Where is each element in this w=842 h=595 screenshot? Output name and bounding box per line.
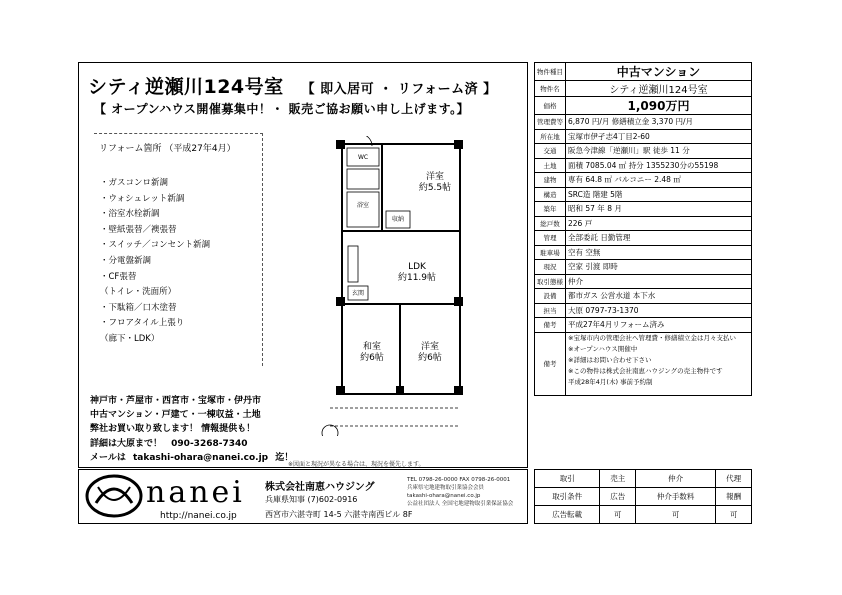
note-line: ※オープンハウス開催中: [568, 344, 638, 353]
table-row: 担当 大原 0797-73-1370: [535, 303, 752, 318]
table-row: 所在地 宝塚市伊孑志4丁目2-60: [535, 129, 752, 144]
reform-item: ・CF張替: [100, 271, 137, 282]
reform-item: ・下駄箱／口木塗替: [100, 302, 177, 313]
table-row: 設備 都市ガス 公営水道 本下水: [535, 289, 752, 304]
logo-text: nanei: [146, 475, 245, 510]
areas-line: 神戸市・芦屋市・西宮市・宝塚市・伊丹市: [90, 396, 262, 406]
note-line: 平成28年4月(木) 事前予約制: [568, 377, 653, 386]
table-row: 築年 昭和 57 年 8 月: [535, 202, 752, 217]
transaction-table: [534, 469, 752, 524]
price-cell: 1,090万円: [566, 97, 752, 115]
company-contact-block: [407, 476, 513, 508]
reform-list: [100, 176, 210, 348]
reform-item: ・ガスコンロ新調: [100, 178, 169, 188]
table-row: 取引条件 広告 仲介手数料 報酬: [535, 488, 752, 506]
contact-line: TEL 0798-26-0000 FAX 0798-26-0001: [407, 477, 511, 483]
table-row: 取引態様 仲介: [535, 274, 752, 289]
phone-label: 詳細は大原まで！: [90, 438, 163, 449]
reform-item: ・分電盤新調: [100, 255, 152, 266]
reform-item: ・フロアタイル上張り: [100, 318, 185, 329]
areas-line: 中古マンション・戸建て・一棟収益・土地: [90, 410, 261, 421]
company-name: 株式会社南恵ハウジング: [265, 482, 375, 493]
table-row: 物件種目 中古マンション: [535, 63, 752, 81]
table-row: 現況 空家 引渡 即時: [535, 260, 752, 275]
property-type: 中古マンション: [566, 63, 752, 81]
reform-heading: リフォーム箇所 （平成27年4月）: [99, 144, 236, 154]
bath-label: 浴室: [356, 202, 369, 209]
company-address: 西宮市六湛寺町 14-5 六湛寺南西ビル 8F: [265, 510, 413, 519]
reform-item: （廊下・LDK）: [100, 333, 160, 344]
notes-cell: [566, 332, 752, 395]
buying-areas: [90, 394, 293, 465]
plan-footnote: ※図面と現況が異なる場合は、現況を優先します。: [288, 461, 425, 468]
wc-label: WC: [357, 154, 369, 161]
table-row: 広告転載 可 可 可: [535, 506, 752, 524]
reform-item: ・浴室水栓新調: [100, 209, 160, 220]
reform-item: （トイレ・洗面所）: [100, 287, 177, 298]
table-row: 物件名 シティ逆瀬川124号室: [535, 81, 752, 97]
room-western-1: 洋室 約5.5帖: [418, 172, 452, 193]
note-line: ※宝塚市内の管理会社へ管理費・修繕積立金は月々支払い: [568, 333, 736, 342]
company-license: 兵庫県知事 (7)602-0916: [265, 495, 358, 504]
table-row: 構造 SRC造 階建 5階: [535, 187, 752, 202]
table-row: 建物 専有 64.8 ㎡ バルコニー 2.48 ㎡: [535, 173, 752, 188]
email-link[interactable]: takashi-ohara@nanei.co.jp: [132, 452, 269, 463]
notes-row: 備考 ※宝塚市内の管理会社へ管理費・修繕積立金は月々支払い ※オープンハウス開催中 ※詳細はお問い合わせ下さい ※この物件は株式会社南恵ハウジングの売主物件です 平成28年4月(木) 事前予約制: [535, 332, 752, 395]
property-name: シティ逆瀬川124号室: [88, 76, 284, 98]
contact-line: 兵庫県宅地建物取引業協会会員: [407, 485, 485, 491]
reform-item: ・ウォシュレット新調: [100, 193, 185, 204]
email-suffix: 迄！: [275, 452, 294, 463]
company-url[interactable]: http://nanei.co.jp: [160, 511, 237, 521]
table-row: 管理 全部委託 日勤管理: [535, 231, 752, 246]
table-row: 管理費等 6,870 円/月 修繕積立金 3,370 円/月: [535, 115, 752, 130]
table-row: 取引 売主 仲介 代理: [535, 470, 752, 488]
property-status: 【 即入居可 ・ リフォーム済 】: [301, 82, 497, 97]
table-row: 備考 平成27年4月リフォーム済み: [535, 318, 752, 333]
phone-line: [90, 437, 293, 451]
property-title: [88, 72, 497, 99]
reform-item: ・スイッチ／コンセント新調: [100, 240, 211, 251]
room-japanese: 和室 約6帖: [360, 342, 384, 363]
storage-label: 収納: [391, 216, 404, 223]
entrance-label: 玄関: [351, 290, 364, 297]
reform-item: ・壁紙張替／襖張替: [100, 224, 177, 235]
property-name-cell: シティ逆瀬川124号室: [566, 81, 752, 97]
note-line: ※詳細はお問い合わせ下さい: [568, 355, 652, 364]
note-line: ※この物件は株式会社南恵ハウジングの売主物件です: [568, 366, 723, 375]
contact-line: takashi-ohara@nanei.co.jp: [407, 493, 481, 499]
areas-line: 弊社お買い取り致します！ 情報提供も！: [90, 424, 256, 435]
phone-number[interactable]: 090-3268-7340: [171, 438, 248, 449]
openhouse-banner: 【 オープンハウス開催募集中！・ 販売ご協お願い申し上げます。】: [94, 102, 470, 116]
room-ldk: LDK 約11.9帖: [397, 262, 437, 283]
room-western-2: 洋室 約6帖: [418, 342, 442, 363]
email-line: [90, 451, 293, 465]
table-row: 土地 面積 7085.04 ㎡ 持分 1355230分の55198: [535, 158, 752, 173]
contact-line: 公益社団法人 全国宅地建物取引業保証協会: [407, 501, 514, 507]
table-row: 総戸数 226 戸: [535, 216, 752, 231]
table-row: 交通 阪急今津線「逆瀬川」駅 徒歩 11 分: [535, 144, 752, 159]
floor-plan: [320, 136, 470, 436]
table-row: 価格 1,090万円: [535, 97, 752, 115]
property-spec-table: [534, 62, 752, 396]
table-row: 駐車場 空有 空無: [535, 245, 752, 260]
email-label: メールは: [90, 452, 126, 463]
